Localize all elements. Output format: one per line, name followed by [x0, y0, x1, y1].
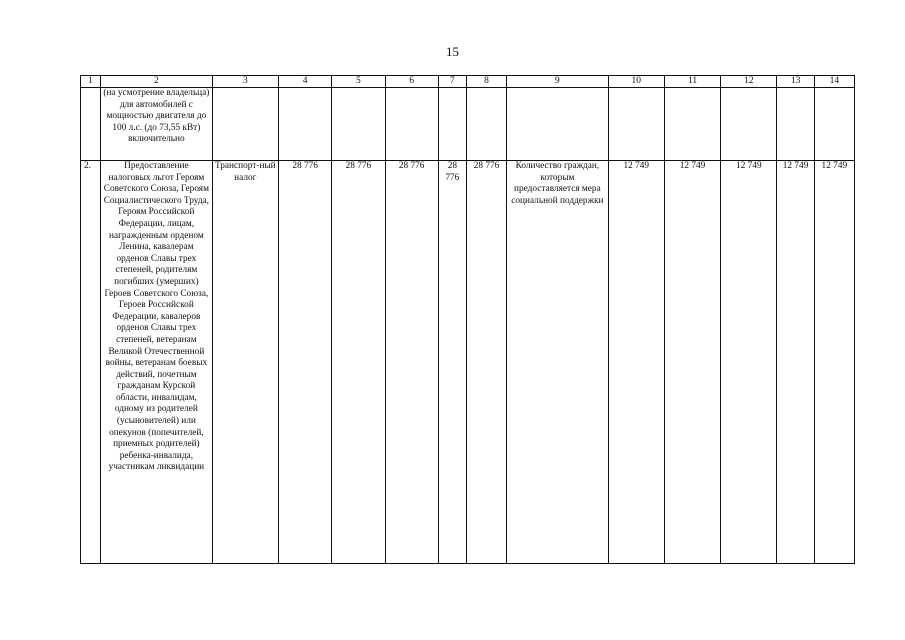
column-header: 9: [507, 76, 609, 88]
table-cell: 28 776: [466, 161, 506, 564]
table-cell: [507, 88, 609, 161]
table-cell: [438, 88, 466, 161]
table-cell: [81, 88, 101, 161]
page-number: 15: [446, 44, 459, 59]
table-cell: 28 776: [332, 161, 385, 564]
table-cell: [332, 88, 385, 161]
table-cell: 28 776: [385, 161, 438, 564]
table-cell: [721, 88, 777, 161]
table-row: [81, 88, 855, 161]
table-cell: 12 749: [721, 161, 777, 564]
column-header: 5: [332, 76, 385, 88]
table-cell: Предоставление налоговых льгот Героям Советского Союза, Героям Социалистического Труда, Героям Российской Федерации, лицам, награжденным орденом Ленина, кавалерам орденов Славы трех степеней, родителям погибших (умерших) Героев Советского Союза, Героев Российской Федерации, кавалеров орденов Славы трех степеней, ветеранам Великой Отечественной войны, ветеранам боевых действий, почетным гражданам Курской области, инвалидам, одному из родителей (усыновителей) или опекунов (попечителей, приемных родителей) ребенка-инвалида, участникам ликвидации: [101, 161, 213, 564]
column-header: 8: [466, 76, 506, 88]
column-header: 7: [438, 76, 466, 88]
table-cell: [814, 88, 854, 161]
table-cell: [212, 88, 278, 161]
column-header: 3: [212, 76, 278, 88]
column-header: 1: [81, 76, 101, 88]
table-cell: 12 749: [608, 161, 664, 564]
table-cell: 12 749: [814, 161, 854, 564]
column-header: 4: [278, 76, 331, 88]
table-header-row: [81, 76, 855, 88]
column-header: 11: [664, 76, 720, 88]
table-cell: [278, 88, 331, 161]
table-cell: 28 776: [278, 161, 331, 564]
column-header: 14: [814, 76, 854, 88]
table-cell: 28 776: [438, 161, 466, 564]
table-cell: [664, 88, 720, 161]
table-cell: Количество граждан, которым предоставляется мера социальной поддержки: [507, 161, 609, 564]
column-header: 12: [721, 76, 777, 88]
column-header: 10: [608, 76, 664, 88]
table-cell: [466, 88, 506, 161]
table-cell: [777, 88, 814, 161]
table-row: [81, 161, 855, 564]
table-cell: [385, 88, 438, 161]
table-cell: [608, 88, 664, 161]
table-cell: 12 749: [664, 161, 720, 564]
column-header: 2: [101, 76, 213, 88]
column-header: 6: [385, 76, 438, 88]
column-header: 13: [777, 76, 814, 88]
table-cell: 2.: [81, 161, 101, 564]
data-table: [80, 75, 855, 564]
table-cell: (на усмотрение владельца) для автомобилей с мощностью двигателя до 100 л.с. (до 73,55 кВт) включительно: [101, 88, 213, 161]
table-cell: 12 749: [777, 161, 814, 564]
table-cell: Транспорт-ный налог: [212, 161, 278, 564]
